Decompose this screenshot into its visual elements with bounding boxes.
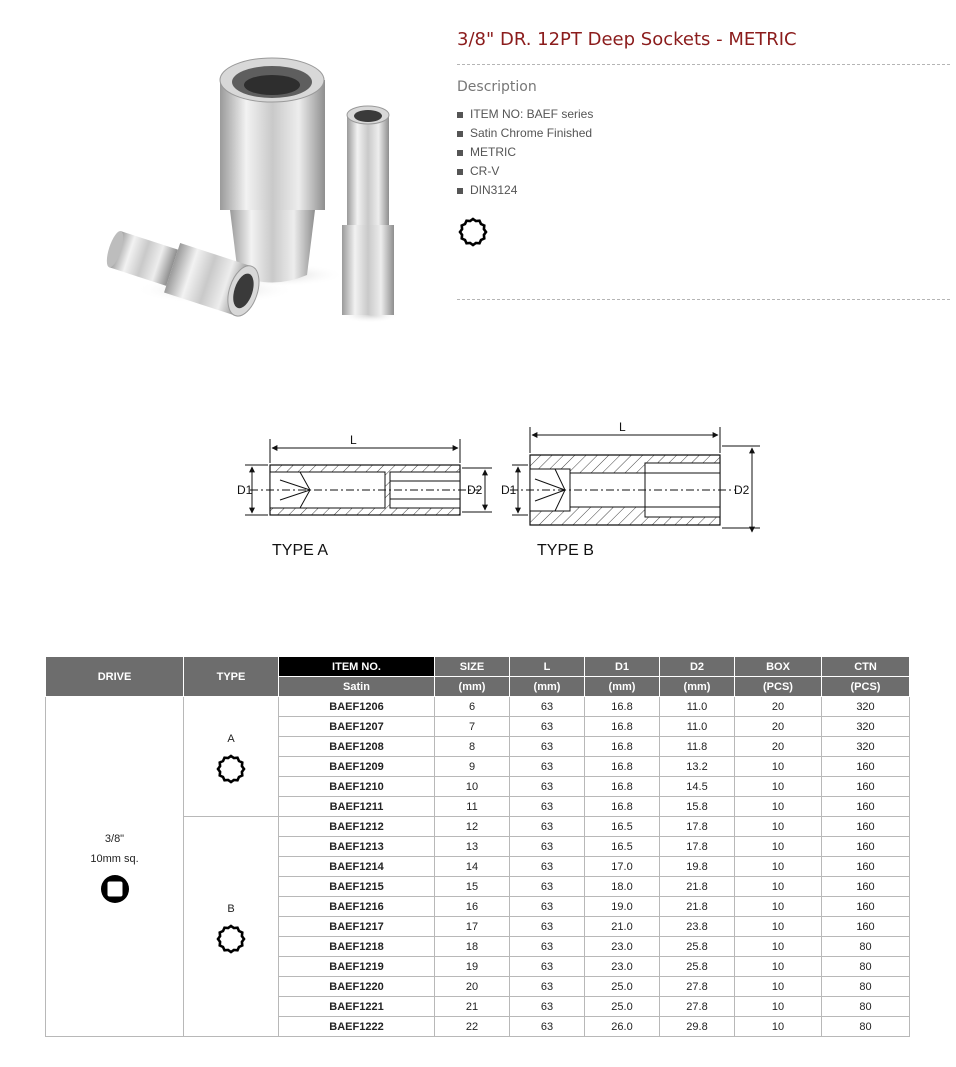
cell-ctn: 160 [822,857,910,877]
cell-ctn: 320 [822,717,910,737]
header-d1: D1 [585,657,660,677]
cell-item: BAEF1208 [279,737,435,757]
cell-box: 20 [735,717,822,737]
cell-size: 17 [435,917,510,937]
cell-d2: 17.8 [660,837,735,857]
cell-box: 10 [735,777,822,797]
header-unit: (mm) [585,677,660,697]
cell-size: 22 [435,1017,510,1037]
cell-l: 63 [510,717,585,737]
cell-d2: 11.0 [660,697,735,717]
cell-size: 15 [435,877,510,897]
cell-box: 10 [735,857,822,877]
type-label: A [227,732,235,745]
cell-box: 10 [735,937,822,957]
cell-d2: 15.8 [660,797,735,817]
drive-size: 3/8" [104,832,125,845]
dim-label-d1: D1 [501,483,517,497]
cell-box: 10 [735,877,822,897]
cell-l: 63 [510,837,585,857]
cell-l: 63 [510,857,585,877]
header-unit: (mm) [660,677,735,697]
cell-box: 10 [735,977,822,997]
cell-d1: 18.0 [585,877,660,897]
cell-l: 63 [510,777,585,797]
cell-size: 21 [435,997,510,1017]
cell-item: BAEF1221 [279,997,435,1017]
cell-size: 16 [435,897,510,917]
cell-l: 63 [510,977,585,997]
cell-size: 12 [435,817,510,837]
cell-d1: 16.8 [585,797,660,817]
cell-item: BAEF1222 [279,1017,435,1037]
cell-item: BAEF1207 [279,717,435,737]
cell-d1: 16.8 [585,737,660,757]
cell-d2: 11.8 [660,737,735,757]
header-drive: DRIVE [46,657,184,697]
header-unit: (PCS) [822,677,910,697]
cell-item: BAEF1209 [279,757,435,777]
cell-item: BAEF1206 [279,697,435,717]
divider [457,64,950,65]
cell-size: 11 [435,797,510,817]
cell-size: 9 [435,757,510,777]
cell-d1: 21.0 [585,917,660,937]
cell-item: BAEF1211 [279,797,435,817]
cell-size: 19 [435,957,510,977]
cell-d2: 25.8 [660,937,735,957]
feature-list [457,105,593,200]
cell-d1: 26.0 [585,1017,660,1037]
cell-item: BAEF1213 [279,837,435,857]
cell-d1: 16.5 [585,837,660,857]
cell-box: 20 [735,737,822,757]
cell-ctn: 80 [822,1017,910,1037]
cell-item: BAEF1212 [279,817,435,837]
cell-size: 20 [435,977,510,997]
type-a-cell [184,697,279,817]
dim-label-l: L [619,420,626,434]
cell-d1: 16.8 [585,777,660,797]
cell-box: 10 [735,917,822,937]
cell-ctn: 160 [822,897,910,917]
cell-l: 63 [510,957,585,977]
square-drive-icon [99,873,131,905]
cell-d2: 23.8 [660,917,735,937]
cell-l: 63 [510,757,585,777]
header-type: TYPE [184,657,279,697]
cell-d2: 19.8 [660,857,735,877]
header-unit: (PCS) [735,677,822,697]
cell-item: BAEF1219 [279,957,435,977]
cell-d1: 17.0 [585,857,660,877]
header-ctn: CTN [822,657,910,677]
cell-l: 63 [510,697,585,717]
12-point-socket-icon [215,923,247,955]
cell-box: 10 [735,997,822,1017]
cell-ctn: 80 [822,957,910,977]
cell-item: BAEF1215 [279,877,435,897]
cell-item: BAEF1218 [279,937,435,957]
cell-d1: 16.8 [585,697,660,717]
type-a-diagram [237,433,492,515]
cell-box: 10 [735,897,822,917]
cell-l: 63 [510,817,585,837]
cell-ctn: 160 [822,917,910,937]
spec-table [45,657,910,1037]
cell-box: 10 [735,1017,822,1037]
product-photo [95,45,425,355]
cell-ctn: 320 [822,737,910,757]
cell-l: 63 [510,737,585,757]
cell-d2: 21.8 [660,897,735,917]
cell-ctn: 160 [822,797,910,817]
cell-d1: 23.0 [585,937,660,957]
cell-size: 10 [435,777,510,797]
header-box: BOX [735,657,822,677]
cell-size: 6 [435,697,510,717]
cell-l: 63 [510,797,585,817]
cell-d1: 16.8 [585,757,660,777]
cell-l: 63 [510,897,585,917]
feature-item: DIN3124 [457,181,593,200]
cell-box: 10 [735,957,822,977]
feature-item: Satin Chrome Finished [457,124,593,143]
divider [457,299,950,300]
spec-table-body [46,697,910,1037]
table-row [46,697,910,717]
cell-box: 10 [735,757,822,777]
cell-d2: 25.8 [660,957,735,977]
dim-label-l: L [350,433,357,447]
header-l: L [510,657,585,677]
cell-d2: 17.8 [660,817,735,837]
cell-item: BAEF1216 [279,897,435,917]
dim-label-d2: D2 [734,483,750,497]
dim-label-d2: D2 [467,483,483,497]
drive-square: 10mm sq. [90,852,139,865]
cell-size: 14 [435,857,510,877]
cell-ctn: 160 [822,877,910,897]
cell-item: BAEF1217 [279,917,435,937]
cell-d2: 14.5 [660,777,735,797]
cell-l: 63 [510,877,585,897]
cell-d2: 27.8 [660,997,735,1017]
description-heading: Description [457,79,537,95]
cell-d2: 27.8 [660,977,735,997]
cell-box: 20 [735,697,822,717]
cell-box: 10 [735,797,822,817]
drive-cell [46,697,184,1037]
cell-l: 63 [510,937,585,957]
cell-size: 7 [435,717,510,737]
cell-d1: 23.0 [585,957,660,977]
cell-ctn: 160 [822,777,910,797]
cell-d1: 19.0 [585,897,660,917]
type-label: B [227,902,235,915]
cell-ctn: 80 [822,937,910,957]
header-item-no: ITEM NO. [279,657,435,677]
cell-item: BAEF1214 [279,857,435,877]
header-d2: D2 [660,657,735,677]
type-b-cell [184,817,279,1037]
cell-item: BAEF1220 [279,977,435,997]
cell-ctn: 320 [822,697,910,717]
cell-ctn: 160 [822,837,910,857]
cell-ctn: 160 [822,817,910,837]
12-point-socket-icon [215,753,247,785]
feature-item: CR-V [457,162,593,181]
cell-ctn: 80 [822,997,910,1017]
feature-item: METRIC [457,143,593,162]
cell-d1: 25.0 [585,977,660,997]
type-a-label: TYPE A [272,542,329,559]
dim-label-d1: D1 [237,483,253,497]
12-point-socket-icon [457,216,489,248]
type-b-label: TYPE B [537,542,594,559]
cell-d1: 16.8 [585,717,660,737]
cell-l: 63 [510,1017,585,1037]
header-size: SIZE [435,657,510,677]
cell-l: 63 [510,997,585,1017]
cell-d2: 21.8 [660,877,735,897]
feature-item: ITEM NO: BAEF series [457,105,593,124]
header-unit: (mm) [435,677,510,697]
cell-d1: 16.5 [585,817,660,837]
type-b-diagram [501,420,760,532]
cell-box: 10 [735,837,822,857]
cell-ctn: 80 [822,977,910,997]
header-unit: (mm) [510,677,585,697]
cell-size: 13 [435,837,510,857]
cell-d2: 11.0 [660,717,735,737]
header-finish: Satin [279,677,435,697]
cell-item: BAEF1210 [279,777,435,797]
cell-d1: 25.0 [585,997,660,1017]
cell-d2: 29.8 [660,1017,735,1037]
cell-box: 10 [735,817,822,837]
cell-size: 8 [435,737,510,757]
cell-size: 18 [435,937,510,957]
cell-d2: 13.2 [660,757,735,777]
product-title: 3/8" DR. 12PT Deep Sockets - METRIC [457,29,797,50]
cell-l: 63 [510,917,585,937]
cell-ctn: 160 [822,757,910,777]
